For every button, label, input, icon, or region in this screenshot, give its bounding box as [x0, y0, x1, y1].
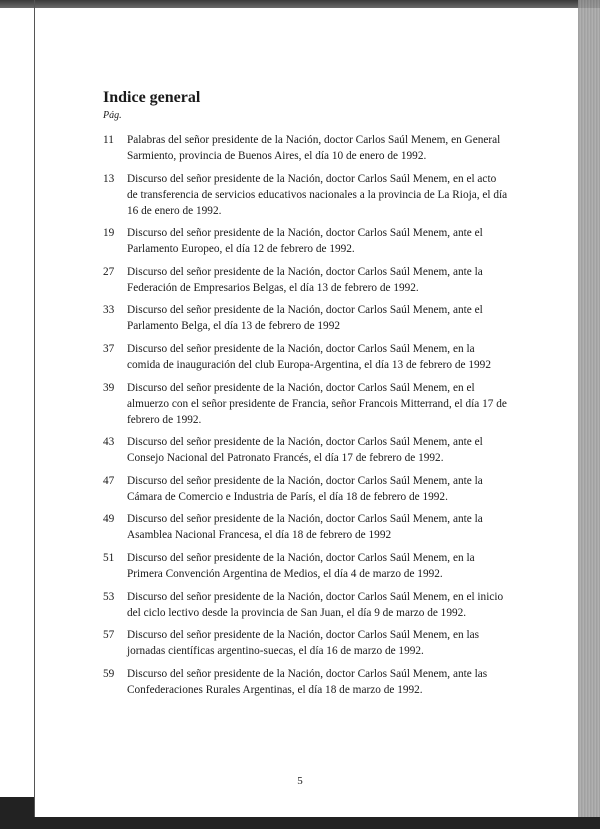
toc-entry — [103, 302, 508, 334]
toc-entry-page: 51 — [103, 551, 115, 564]
toc-entry — [103, 264, 508, 296]
scan-edge-right — [578, 0, 600, 829]
toc-entry — [103, 627, 508, 659]
page-column-label: Pág. — [103, 110, 122, 121]
toc-entry-page: 57 — [103, 629, 115, 642]
toc-entry-page: 27 — [103, 265, 115, 278]
toc-entry — [103, 225, 508, 257]
toc-entry-text: Discurso del señor presidente de la Nación, doctor Carlos Saúl Menem, ante la Federación de Empresarios Belgas, el día 13 de febrero de 1992. — [127, 265, 483, 294]
page-title: Indice general — [103, 89, 201, 106]
toc-entry-page: 53 — [103, 590, 115, 603]
scan-edge-corner — [0, 797, 34, 817]
toc-entry — [103, 380, 508, 428]
toc-entry-text: Discurso del señor presidente de la Nación, doctor Carlos Saúl Menem, ante la Cámara de Comercio e Industria de París, el día 18 de febrero de 1992. — [127, 474, 483, 503]
document-page — [103, 88, 508, 704]
toc-entry-text: Discurso del señor presidente de la Nación, doctor Carlos Saúl Menem, ante el Consejo Nacional del Patronato Francés, el día 17 de febrero de 1992. — [127, 436, 483, 465]
toc-entry — [103, 666, 508, 698]
page-number: 5 — [297, 775, 303, 787]
toc-entry-text: Discurso del señor presidente de la Nación, doctor Carlos Saúl Menem, ante el Parlamento Belga, el día 13 de febrero de 1992 — [127, 304, 483, 333]
toc-entry-text: Discurso del señor presidente de la Nación, doctor Carlos Saúl Menem, en el acto de transferencia de servicios educativos nacionales a la provincia de La Rioja, el día 16 de enero de 1992. — [127, 172, 508, 217]
toc-entry-page: 49 — [103, 513, 115, 526]
toc-entry-text: Discurso del señor presidente de la Nación, doctor Carlos Saúl Menem, en el inicio del ciclo lectivo desde la provincia de San Juan, el día 9 de marzo de 1992. — [127, 590, 504, 619]
toc-entry — [103, 434, 508, 466]
toc-entry-text: Discurso del señor presidente de la Nación, doctor Carlos Saúl Menem, en la Primera Convención Argentina de Medios, el día 4 de marzo de 1992. — [127, 551, 475, 580]
toc-entry-text: Discurso del señor presidente de la Nación, doctor Carlos Saúl Menem, ante el Parlamento Europeo, el día 12 de febrero de 1992. — [127, 227, 483, 256]
toc-entry — [103, 473, 508, 505]
toc-entry-page: 19 — [103, 227, 115, 240]
toc-entry-text: Discurso del señor presidente de la Nación, doctor Carlos Saúl Menem, ante las Confederaciones Rurales Argentinas, el día 18 de marzo de 1992. — [127, 667, 488, 696]
toc-list — [103, 132, 508, 698]
toc-entry-page: 39 — [103, 381, 115, 394]
toc-entry-page: 33 — [103, 304, 115, 317]
toc-entry-page: 47 — [103, 474, 115, 487]
toc-entry-text: Discurso del señor presidente de la Nación, doctor Carlos Saúl Menem, ante la Asamblea Nacional Francesa, el día 18 de febrero de 1992 — [127, 513, 483, 542]
toc-entry-text: Discurso del señor presidente de la Nación, doctor Carlos Saúl Menem, en las jornadas científicas argentino-suecas, el día 16 de marzo de 1992. — [127, 629, 479, 658]
toc-entry — [103, 511, 508, 543]
toc-entry-page: 59 — [103, 667, 115, 680]
toc-entry — [103, 550, 508, 582]
toc-entry-page: 11 — [103, 134, 114, 146]
scan-edge-left — [0, 0, 35, 829]
scan-edge-bottom — [0, 817, 600, 829]
toc-entry — [103, 171, 508, 219]
toc-entry-text: Discurso del señor presidente de la Nación, doctor Carlos Saúl Menem, en la comida de inauguración del club Europa-Argentina, el día 13 de febrero de 1992 — [127, 342, 491, 371]
toc-entry — [103, 132, 508, 164]
toc-entry-page: 37 — [103, 342, 115, 355]
scan-edge-top — [0, 0, 600, 8]
toc-entry-text: Discurso del señor presidente de la Nación, doctor Carlos Saúl Menem, en el almuerzo con el señor presidente de Francia, señor Francois Mitterrand, el día 17 de febrero de 1992. — [127, 381, 507, 426]
toc-entry-text: Palabras del señor presidente de la Nación, doctor Carlos Saúl Menem, en General Sarmiento, provincia de Buenos Aires, el día 10 de enero de 1992. — [127, 134, 501, 162]
toc-entry — [103, 589, 508, 621]
toc-entry-page: 43 — [103, 436, 115, 449]
toc-entry — [103, 341, 508, 373]
toc-entry-page: 13 — [103, 172, 115, 185]
